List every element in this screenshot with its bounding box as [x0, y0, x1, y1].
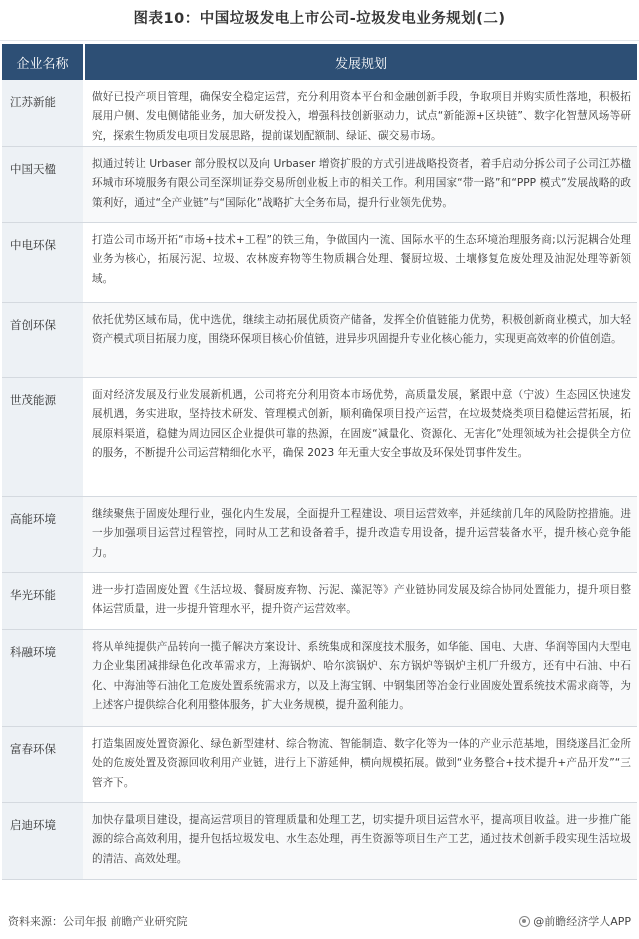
plan-text: 依托优势区域布局，优中选优，继续主动拓展优质资产储备，发挥全价值链能力优势，积极创新商业模式，加大轻资产模式项目拓展力度，围绕环保项目核心价值链，进异步巩固提升专业化核心能力，实现更高效率的价值创造。 — [83, 303, 637, 377]
company-name: 首创环保 — [2, 303, 83, 377]
table-row — [2, 497, 637, 573]
plan-text: 进一步打造固废处置《生活垃圾、餐厨废弃物、污泥、藻泥等》产业链协同发展及综合协同处置能力，提升项目整体运营质量，进一步提升管理水平，提升资产运营效率。 — [83, 573, 637, 629]
plan-text: 面对经济发展及行业发展新机遇，公司将充分利用资本市场优势，高质量发展，紧跟中意（宁波）生态园区快速发展机遇，务实进取，坚持技术研发、管理模式创新，顺利确保项目投产运营，在垃圾焚烧类项目稳健运营拓展，拓展原料渠道，稳健为周边园区企业提供可靠的热源，在固废“减量化、资源化、无害化”处理领域为社会提供全方位的服务，不断提升公司运营精细化水平，确保 2023 年无重大安全事故及环保处罚事件发生。 — [83, 378, 637, 496]
table-row — [2, 147, 637, 223]
brand-mark — [519, 913, 631, 929]
table-row — [2, 223, 637, 303]
table-row — [2, 378, 637, 497]
planning-table — [2, 44, 637, 880]
company-name: 世茂能源 — [2, 378, 83, 496]
plan-text: 将从单纯提供产品转向一揽子解决方案设计、系统集成和深度技术服务，如华能、国电、大唐、华润等国内大型电力企业集团减排绿色化改革需求方，上海锅炉、哈尔滨锅炉、东方锅炉等锅炉主机厂升级方，还有中石油、中石化、中海油等石油化工危废处置系统需求方，以及上海宝钢、中钢集团等冶金行业固废处置系统技术需求商等，为上述客户提供综合化利用整体服务，扩大业务规模，提升盈利能力。 — [83, 630, 637, 726]
header-plan: 发展规划 — [85, 44, 637, 80]
company-name: 高能环境 — [2, 497, 83, 572]
chart-title: 图表10：中国垃圾发电上市公司-垃圾发电业务规划(二) — [133, 11, 506, 27]
plan-text: 拟通过转让 Urbaser 部分股权以及向 Urbaser 增资扩股的方式引进战略投资者，着手启动分拆公司子公司江苏楹环城市环境服务有限公司至深圳证券交易所创业板上市的相关工作。利用国家“带一路”和“PPP 模式”发展战略的政策利好，通过“全产业链”与“国际化”战略扩大全务布局，提升行业领先优势。 — [83, 147, 637, 222]
company-name: 江苏新能 — [2, 80, 83, 146]
table-row — [2, 573, 637, 630]
table-header — [2, 44, 637, 80]
table-row — [2, 80, 637, 147]
source-note: 资料来源：公司年报 前瞻产业研究院 — [8, 915, 188, 928]
company-name: 中电环保 — [2, 223, 83, 302]
title-divider — [0, 40, 639, 41]
table-row — [2, 803, 637, 880]
company-name: 启迪环境 — [2, 803, 83, 879]
company-name: 科融环境 — [2, 630, 83, 726]
company-name: 中国天楹 — [2, 147, 83, 222]
footer — [8, 910, 631, 932]
brand-text: @前瞻经济学人APP — [533, 915, 631, 928]
plan-text: 加快存量项目建设，提高运营项目的管理质量和处理工艺，切实提升项目运营水平，提高项目收益。进一步推广能源的综合高效利用，提升包括垃圾发电、水生态处理，再生资源等项目生产工艺，通过技术创新手段实现生活垃圾的清洁、高效处理。 — [83, 803, 637, 879]
table-row — [2, 303, 637, 378]
plan-text: 继续聚焦于固废处理行业，强化内生发展，全面提升工程建设、项目运营效率，并延续前几年的风险防控措施。进一步加强项目运营过程管控，同时从工艺和设备着手，提升改造专用设备，提升运营装备水平，提升核心竞争能力。 — [83, 497, 637, 572]
header-company: 企业名称 — [2, 44, 83, 80]
table-row — [2, 630, 637, 727]
plan-text: 做好已投产项目管理，确保安全稳定运营，充分利用资本平台和金融创新手段，争取项目并购实质性落地，积极拓展用户侧、发电侧储能业务，加大研发投入，增强科技创新驱动力，试点“新能源+区块链”、数字化智慧风场等研究，探索生物质发电项目发展思路，提前谋划配额制、绿证、碳交易市场。 — [83, 80, 637, 146]
table-row — [2, 727, 637, 803]
company-name: 富春环保 — [2, 727, 83, 802]
plan-text: 打造集固废处置资源化、绿色新型建材、综合物流、智能制造、数字化等为一体的产业示范基地，围绕遂昌汇金所处的危废处置及资源回收利用产业链，进行上下游延伸，横向规模拓展。做到“业务整合+技术提升+产品开发”“三管齐下。 — [83, 727, 637, 802]
company-name: 华光环能 — [2, 573, 83, 629]
brand-logo-icon — [519, 916, 530, 927]
plan-text: 打造公司市场开拓“市场+技术+工程”的铁三角，争做国内一流、国际水平的生态环境治理服务商;以污泥耦合处理业务为核心，拓展污泥、垃圾、农林废弃物等生物质耦合处理、餐厨垃圾、土壤修复危废处理及油泥处理等新领域。 — [83, 223, 637, 302]
